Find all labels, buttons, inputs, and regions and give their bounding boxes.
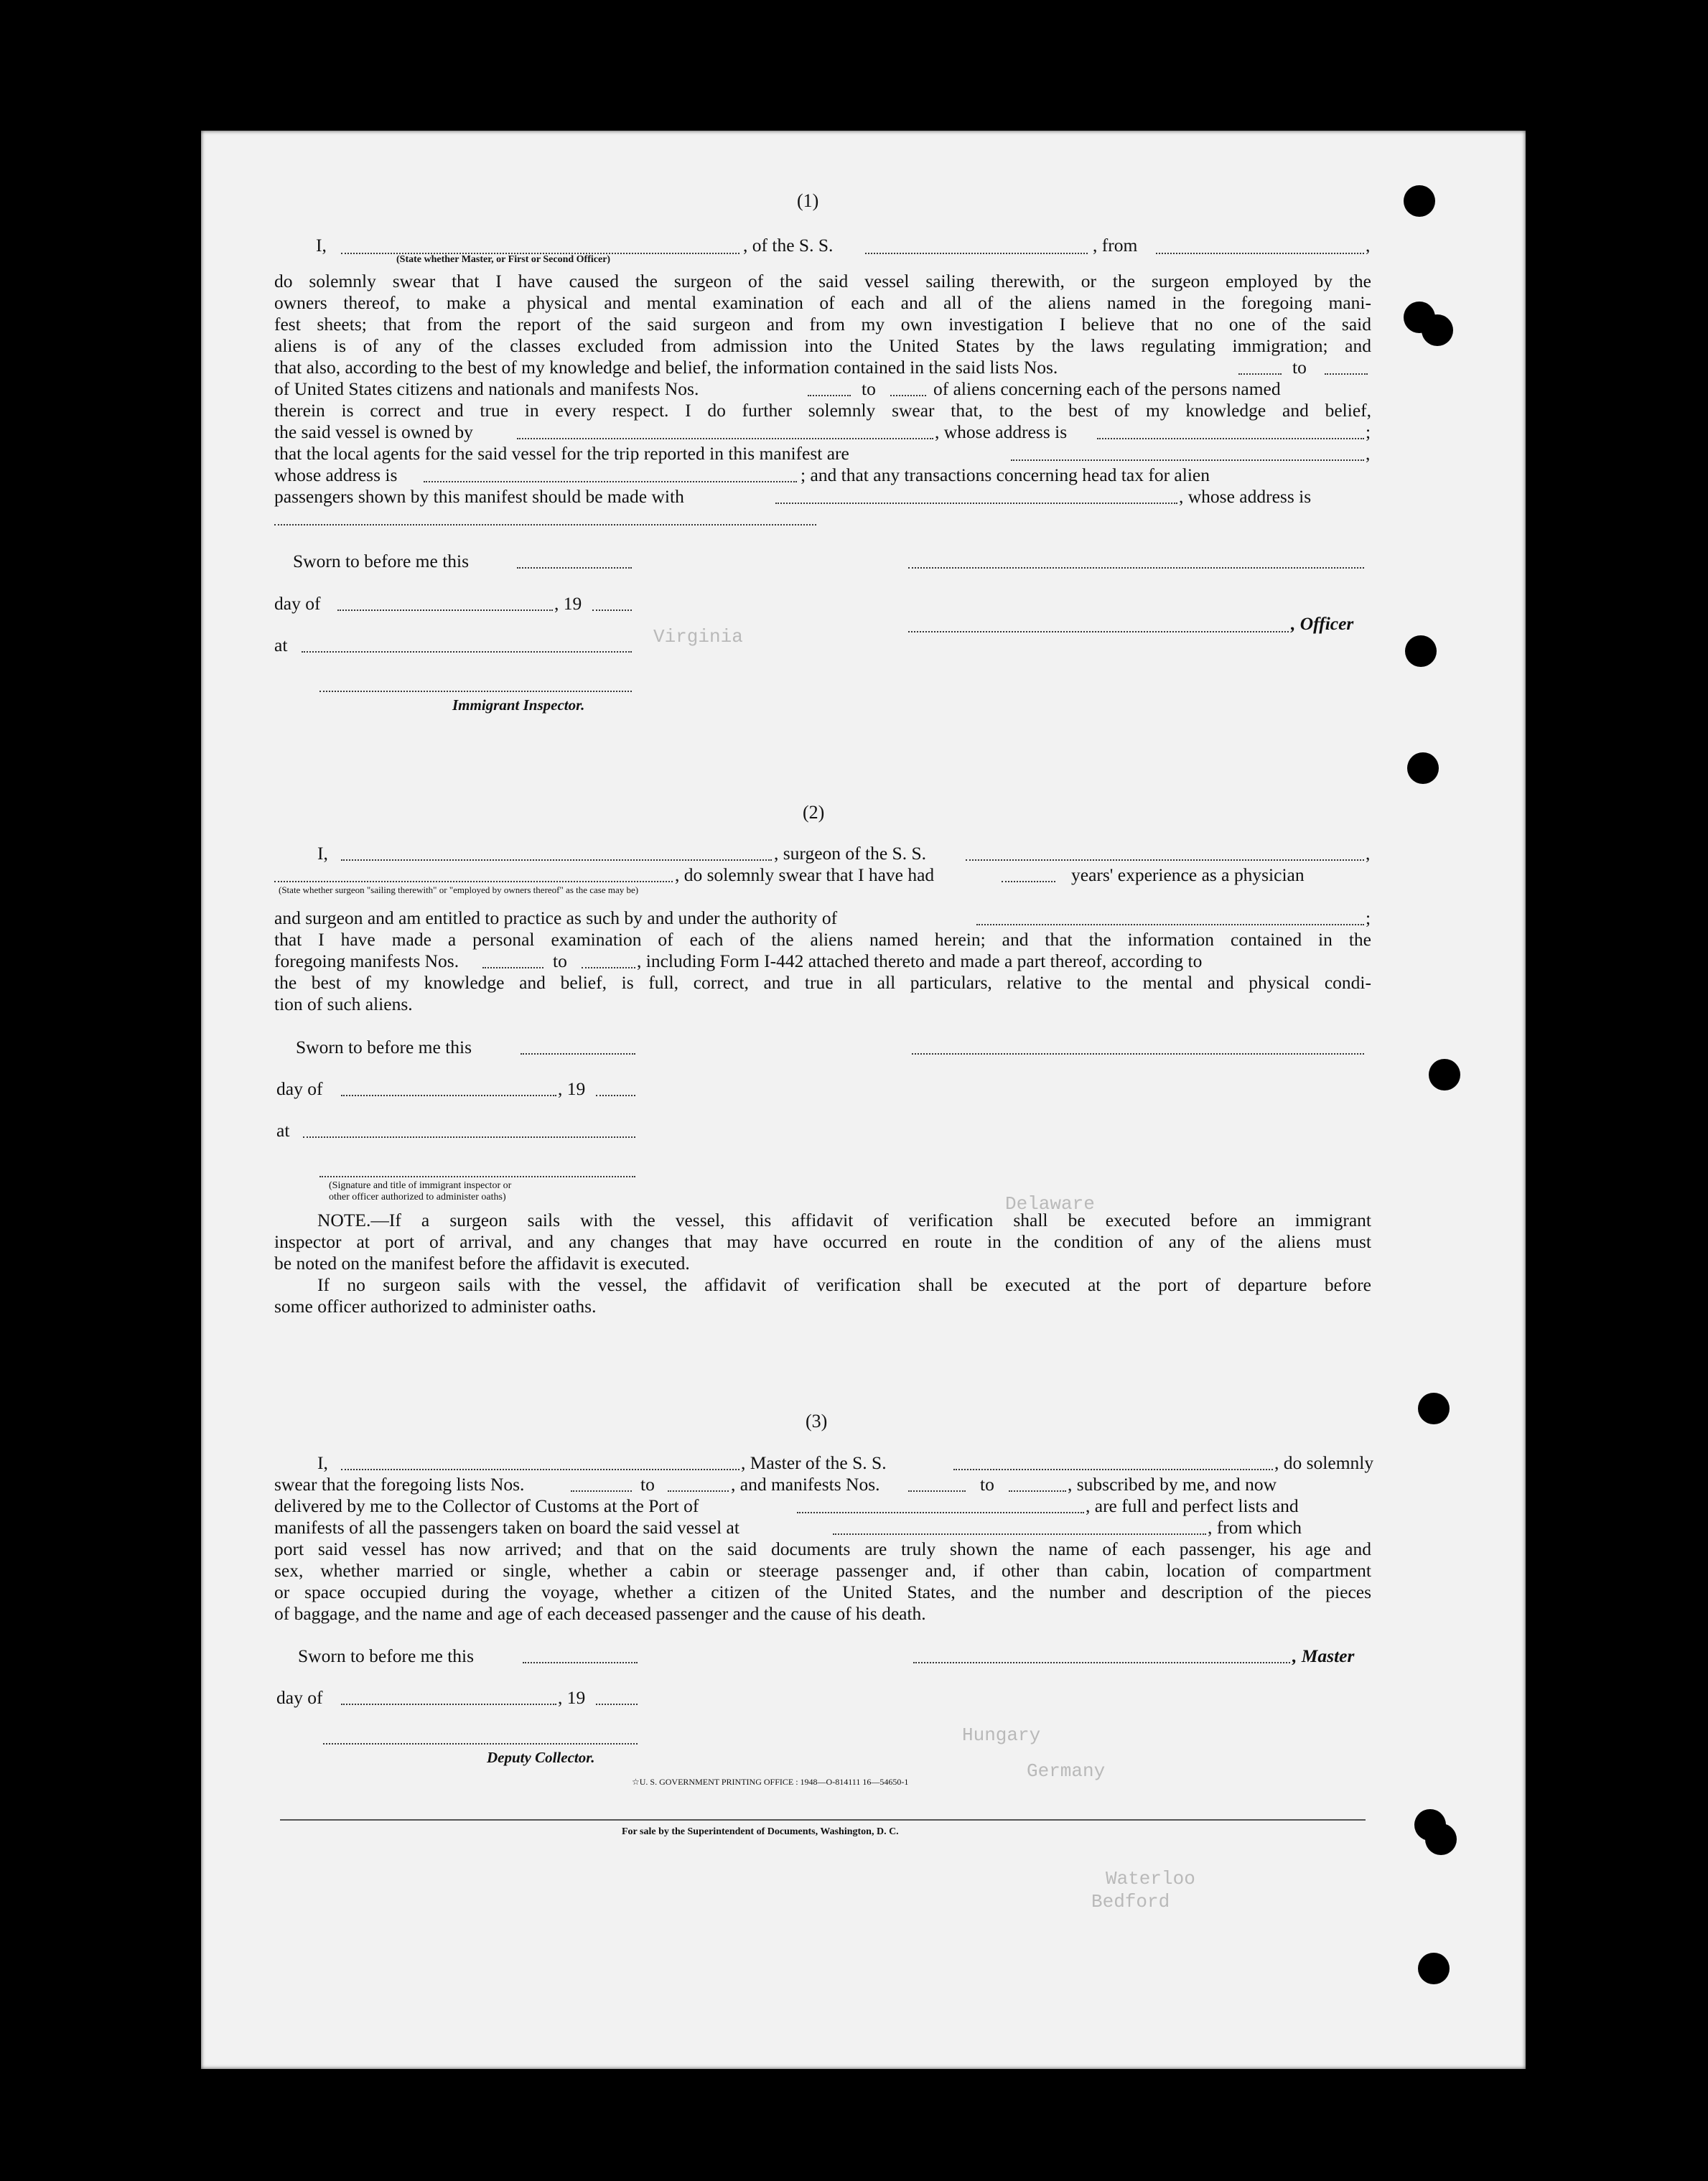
- s1-line: that also, according to the best of my knowledge and belief, the information contained in the said lists Nos.: [274, 357, 1058, 378]
- s2-nineteen: , 19: [558, 1078, 586, 1099]
- s1-line: therein is correct and true in every respect. I do further solemnly swear that, to the best of my knowledge and belief,: [274, 400, 1371, 421]
- s2-caption: (State whether surgeon "sailing therewith" or "employed by owners thereof" as the case may be): [279, 884, 639, 895]
- form-page: Virginia Germany Waterloo Bedford Delaware Hungary (1) I, , of the S. S. , from , (State whether Master, or First or Second Officer) do solemnly swear that I have caused the surgeon of the said vessel sailing therewith, or the surgeon employed by the owners thereof, to make a physical and mental examination of each and all of the aliens named in the foregoing mani- fest sheets; that from the report of the said surgeon and from my own investigation I believe that no one of the said aliens is of any of the classes excluded from admission into the United States by the laws regulating immigration; and that also, according to the best of my knowledge and belief, the information contained in the said lists Nos. to of United States citizens and nationals and manifests Nos. to of aliens concerning each of the persons named therein is correct and true in every respect. I do further solemnly swear that, to the best of my knowledge and belief, the said vessel is owned by , whose address is ; that the local agents for the said vessel for the trip reported in this manifest are , whose address is ; and that any transactions concerning head tax for alien passengers shown by this manifest should be made with , whose address is Sworn to before me this day of , 19 , Officer at Immigrant Inspector. (2) I, , surgeon of the S. S. , , do solemnly swear that I have had years' experience as a physician (State whether surgeon "sailing therewith" or "employed by owners thereof" as the case may be) and surgeon and am entitled to practice as such by and under the authority of ; that I have made a personal examination of each of the aliens named herein; and that the information contained in the foregoing manifests Nos. to , including Form I-442 attached thereto and made a part thereof, according to the best of my knowledge and belief, is full, correct, and true in all particulars, relative to the mental and physical condi- tion of such aliens. Sworn to before me this day of , 19 at (Signature and title of immigrant inspector or other officer authorized to administer oaths) NOTE.—If a surgeon sails with the vessel, this affidavit of verification shall be executed before an immigrant inspector at port of arrival, and any changes that may have occurred en route in the condition of any of the aliens must be noted on the manifest before the affidavit is executed. If no surgeon sails with the vessel, the affidavit of verification shall be executed at the port of departure before some officer authorized to administer oaths. (3) I, , Master of the S. S. , do solemnly swear that the foregoing lists Nos. to , and manifests Nos. to , subscribed by me, and now delivered by me to the Collector of Customs at the Port of , are full and perfect lists and manifests of all the passengers taken on board the said vessel at , from which port said vessel has now arrived; and that on the said documents are truly shown the name of each passenger, his age and sex, whether married or single, whether a cabin or steerage passenger and, if other than cabin, location of compartment or space occupied during the voyage, whether a citizen of the United States, and the number and description of the pieces of baggage, and the name and age of each deceased passenger and the cause of his death. Sworn to before me this , Master day of , 19 Deputy Collector. ☆U. S. GOVERNMENT PRINTING OFFICE : 1948—O-814111 16—54650-1 For sale by the Superintendent of Documents, Washington, D. C.: [201, 131, 1526, 2069]
- bleed-text: Virginia: [653, 626, 743, 648]
- s1-head-tax: ; and that any transactions concerning head tax for alien: [801, 464, 1210, 485]
- bleed-text: Waterloo: [1106, 1868, 1195, 1890]
- s1-whose-address-2: , whose address is: [1179, 486, 1312, 507]
- s1-line: the said vessel is owned by: [274, 421, 473, 442]
- s3-sworn: Sworn to before me this: [298, 1645, 475, 1666]
- s2-note-line: be noted on the manifest before the affidavit is executed.: [274, 1253, 690, 1274]
- s1-to: to: [1292, 357, 1307, 378]
- punch-hole: [1404, 185, 1435, 217]
- s2-surgeon-of: , surgeon of the S. S.: [774, 843, 927, 864]
- sale-notice: For sale by the Superintendent of Documents, Washington, D. C.: [622, 1826, 899, 1837]
- s1-line1-from: , from: [1093, 235, 1138, 256]
- s2-line: tion of such aliens.: [274, 994, 413, 1014]
- s1-line: do solemnly swear that I have caused the surgeon of the said vessel sailing therewith, or the surgeon employed by the: [274, 271, 1371, 291]
- s1-of-aliens: of aliens concerning each of the persons named: [933, 378, 1281, 399]
- section-1-number: (1): [797, 190, 819, 211]
- s3-do-solemnly: , do solemnly: [1274, 1452, 1374, 1473]
- punch-hole: [1418, 1393, 1450, 1424]
- s3-master: , Master: [1292, 1645, 1355, 1666]
- s3-line: or space occupied during the voyage, whether a citizen of the United States, and the number and description of the pieces: [274, 1582, 1371, 1602]
- section-3-number: (3): [806, 1411, 828, 1432]
- s2-line: the best of my knowledge and belief, is full, correct, and true in all particulars, relative to the mental and physical condi-: [274, 972, 1371, 993]
- punch-hole: [1405, 635, 1437, 667]
- s3-line: delivered by me to the Collector of Customs at the Port of: [274, 1495, 699, 1516]
- bleed-text: Germany: [1027, 1760, 1106, 1782]
- s1-inspector: Immigrant Inspector.: [452, 696, 585, 714]
- s2-including: , including Form I-442 attached thereto and made a part thereof, according to: [637, 951, 1203, 971]
- s2-note-line: some officer authorized to administer oaths.: [274, 1296, 597, 1317]
- s2-line: and surgeon and am entitled to practice as such by and under the authority of: [274, 907, 838, 928]
- s1-day-of: day of: [274, 593, 321, 614]
- s1-line: aliens is of any of the classes excluded from admission into the United States by the laws regulating immigration; and: [274, 335, 1371, 356]
- s3-and-manifests: , and manifests Nos.: [731, 1474, 880, 1495]
- s2-line: that I have made a personal examination of each of the aliens named herein; and that the information contained in the: [274, 929, 1371, 950]
- s1-whose-address: , whose address is: [935, 421, 1068, 442]
- s3-master-of: , Master of the S. S.: [741, 1452, 887, 1473]
- s3-i: I,: [317, 1452, 328, 1473]
- gpo-imprint: ☆U. S. GOVERNMENT PRINTING OFFICE : 1948—O-814111 16—54650-1: [632, 1777, 909, 1787]
- s3-full: , are full and perfect lists and: [1086, 1495, 1299, 1516]
- s1-line: whose address is: [274, 464, 398, 485]
- s3-day-of: day of: [276, 1687, 323, 1708]
- punch-hole: [1407, 752, 1439, 784]
- bleed-text: Bedford: [1091, 1891, 1170, 1913]
- punch-hole: [1422, 314, 1453, 346]
- bleed-text: Delaware: [1005, 1193, 1095, 1215]
- s1-line: of United States citizens and nationals and manifests Nos.: [274, 378, 699, 399]
- s1-officer: , Officer: [1291, 613, 1354, 634]
- s3-deputy: Deputy Collector.: [487, 1749, 595, 1766]
- s1-to: to: [862, 378, 876, 399]
- s3-line: sex, whether married or single, whether a cabin or steerage passenger and, if other than cabin, location of compartment: [274, 1560, 1371, 1581]
- s2-to: to: [553, 951, 567, 971]
- s2-sig-caption-1: (Signature and title of immigrant inspector or: [329, 1180, 512, 1191]
- s2-sworn: Sworn to before me this: [296, 1037, 472, 1057]
- s3-line: swear that the foregoing lists Nos.: [274, 1474, 525, 1495]
- s1-sworn: Sworn to before me this: [293, 551, 470, 571]
- s1-at: at: [274, 635, 288, 655]
- s3-line: manifests of all the passengers taken on board the said vessel at: [274, 1517, 739, 1538]
- s2-note-line: inspector at port of arrival, and any changes that may have occurred en route in the condition of any of the aliens must: [274, 1231, 1371, 1252]
- s2-note-line: If no surgeon sails with the vessel, the affidavit of verification shall be executed at the port of departure before: [317, 1274, 1371, 1295]
- s1-line1-i: I,: [316, 235, 327, 256]
- punch-hole: [1425, 1823, 1457, 1855]
- s2-line: foregoing manifests Nos.: [274, 951, 459, 971]
- s2-swear: , do solemnly swear that I have had: [675, 864, 935, 885]
- s1-line: fest sheets; that from the report of the said surgeon and from my own investigation I believe that no one of the said: [274, 314, 1371, 335]
- s1-line: passengers shown by this manifest should be made with: [274, 486, 684, 507]
- s3-line: port said vessel has now arrived; and that on the said documents are truly shown the name of each passenger, his age and: [274, 1538, 1371, 1559]
- s1-line: that the local agents for the said vessel for the trip reported in this manifest are: [274, 443, 849, 464]
- s1-line: owners thereof, to make a physical and mental examination of each and all of the aliens named in the foregoing mani-: [274, 292, 1371, 313]
- s3-to: to: [640, 1474, 655, 1495]
- s3-from-which: , from which: [1208, 1517, 1302, 1538]
- s3-to-2: to: [980, 1474, 994, 1495]
- s2-sig-caption-2: other officer authorized to administer oaths): [329, 1192, 506, 1202]
- s2-at: at: [276, 1120, 290, 1141]
- s3-subscribed: , subscribed by me, and now: [1068, 1474, 1277, 1495]
- bleed-text: Hungary: [962, 1724, 1041, 1746]
- s2-day-of: day of: [276, 1078, 323, 1099]
- punch-hole: [1418, 1953, 1450, 1984]
- s1-nineteen: , 19: [554, 593, 582, 614]
- s3-line: of baggage, and the name and age of each deceased passenger and the cause of his death.: [274, 1603, 926, 1624]
- s1-caption: (State whether Master, or First or Second Officer): [396, 254, 611, 265]
- s2-years: years' experience as a physician: [1071, 864, 1305, 885]
- s3-nineteen: , 19: [558, 1687, 586, 1708]
- s2-i: I,: [317, 843, 328, 864]
- punch-hole: [1429, 1059, 1460, 1090]
- s1-line1-of-ss: , of the S. S.: [743, 235, 834, 256]
- section-2-number: (2): [803, 802, 825, 823]
- s2-note-line: NOTE.—If a surgeon sails with the vessel, this affidavit of verification shall be executed before an immigrant: [317, 1210, 1371, 1230]
